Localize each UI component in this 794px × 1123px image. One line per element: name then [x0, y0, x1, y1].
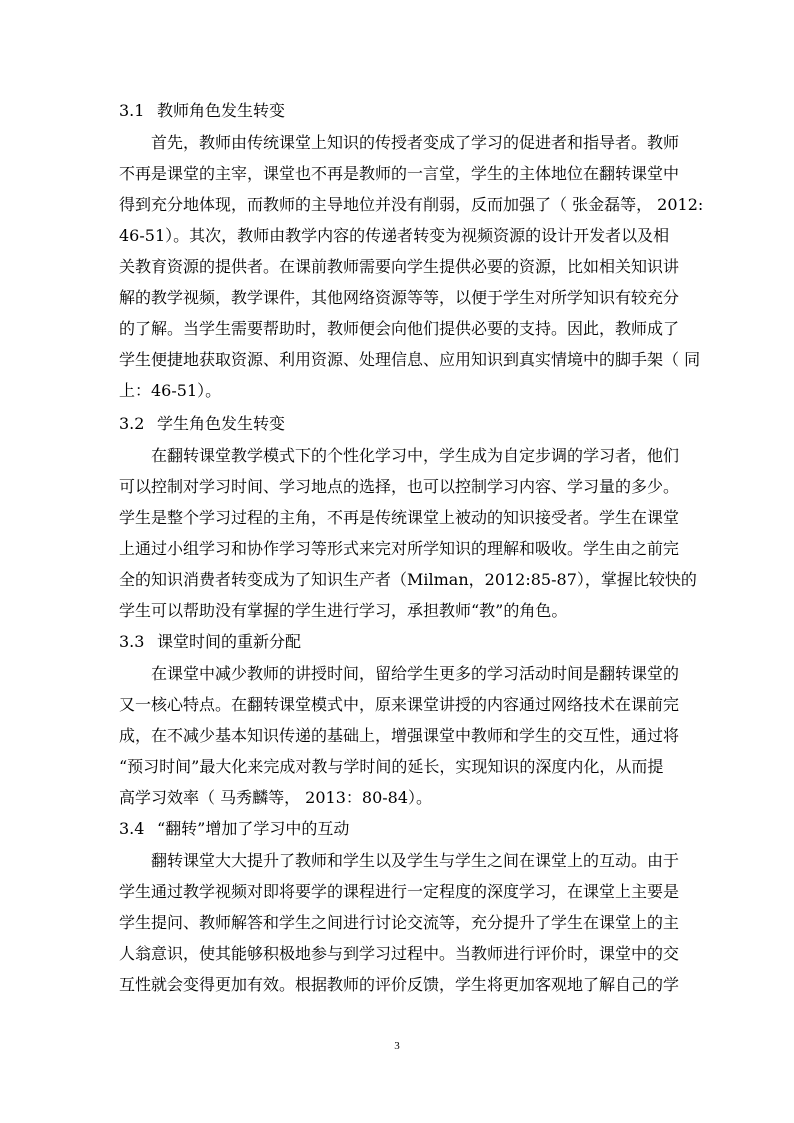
paragraph-line: 学生是整个学习过程的主角，不再是传统课堂上被动的知识接受者。学生在课堂	[119, 508, 680, 527]
paragraph-line: 全的知识消费者转变成为了知识生产者（Milman，2012:85-87），掌握比较快的	[119, 570, 697, 589]
section-title: 教师角色发生转变	[157, 101, 286, 120]
paragraph-line: 学生通过教学视频对即将要学的课程进行一定程度的深度学习，在课堂上主要是	[119, 882, 680, 901]
paragraph-line: 学生可以帮助没有掌握的学生进行学习，承担教师“教”的角色。	[119, 601, 568, 620]
paragraph-line: 人翁意识，使其能够积极地参与到学习过程中。当教师进行评价时，课堂中的交	[119, 944, 680, 963]
page-number: 3	[394, 1040, 400, 1052]
paragraph-line: 学生提问、教师解答和学生之间进行讨论交流等，充分提升了学生在课堂上的主	[119, 913, 680, 932]
section-title: 学生角色发生转变	[157, 414, 286, 433]
paragraph-line: “预习时间”最大化来完成对教与学时间的延长，实现知识的深度内化，从而提	[119, 757, 664, 776]
paragraph-line: 上通过小组学习和协作学习等形式来完对所学知识的理解和吸收。学生由之前完	[119, 539, 680, 558]
paragraph-line: 在翻转课堂教学模式下的个性化学习中，学生成为自定步调的学习者，他们	[151, 446, 680, 465]
section-title: 课堂时间的重新分配	[157, 632, 302, 651]
section-number: 3.3	[119, 632, 145, 651]
section-heading	[119, 626, 679, 658]
section-heading	[119, 95, 679, 127]
paragraph-line: 成，在不减少基本知识传递的基础上，增强课堂中教师和学生的交互性，通过将	[119, 726, 680, 745]
paragraph-line: 首先，教师由传统课堂上知识的传授者变成了学习的促进者和指导者。教师	[151, 133, 680, 152]
paragraph-line: 翻转课堂大大提升了教师和学生以及学生与学生之间在课堂上的互动。由于	[151, 851, 680, 870]
paragraph-line: 高学习效率（ 马秀麟等， 2013：80-84）。	[119, 788, 433, 807]
section-heading	[119, 813, 679, 845]
section-3-1	[119, 95, 704, 406]
section-number: 3.4	[119, 819, 145, 838]
section-3-4	[119, 813, 679, 1000]
section-title: “翻转”增加了学习中的互动	[157, 819, 350, 838]
paragraph-line: 的了解。当学生需要帮助时，教师便会向他们提供必要的支持。因此，教师成了	[119, 319, 680, 338]
section-3-3	[119, 626, 679, 813]
section-number: 3.2	[119, 414, 145, 433]
paragraph-line: 可以控制对学习时间、学习地点的选择，也可以控制学习内容、学习量的多少。	[119, 477, 680, 496]
paragraph-line: 又一核心特点。在翻转课堂模式中，原来课堂讲授的内容通过网络技术在课前完	[119, 695, 680, 714]
paragraph-line: 46-51）。其次，教师由教学内容的传递者转变为视频资源的设计开发者以及相	[119, 226, 670, 245]
paragraph-line: 在课堂中减少教师的讲授时间，留给学生更多的学习活动时间是翻转课堂的	[151, 664, 680, 683]
paragraph-line: 得到充分地体现，而教师的主导地位并没有削弱，反而加强了（ 张金磊等， 2012:	[119, 195, 704, 214]
paragraph-line: 解的教学视频，教学课件，其他网络资源等等，以便于学生对所学知识有较充分	[119, 288, 680, 307]
section-heading	[119, 408, 679, 440]
paragraph-line: 学生便捷地获取资源、利用资源、处理信息、应用知识到真实情境中的脚手架（ 同	[119, 350, 701, 369]
paragraph-line: 上：46-51）。	[119, 381, 222, 400]
paragraph-line: 互性就会变得更加有效。根据教师的评价反馈，学生将更加客观地了解自己的学	[119, 975, 680, 994]
section-number: 3.1	[119, 101, 145, 120]
paragraph-line: 不再是课堂的主宰，课堂也不再是教师的一言堂，学生的主体地位在翻转课堂中	[119, 164, 680, 183]
section-3-2	[119, 408, 697, 626]
paragraph-line: 关教育资源的提供者。在课前教师需要向学生提供必要的资源，比如相关知识讲	[119, 257, 680, 276]
